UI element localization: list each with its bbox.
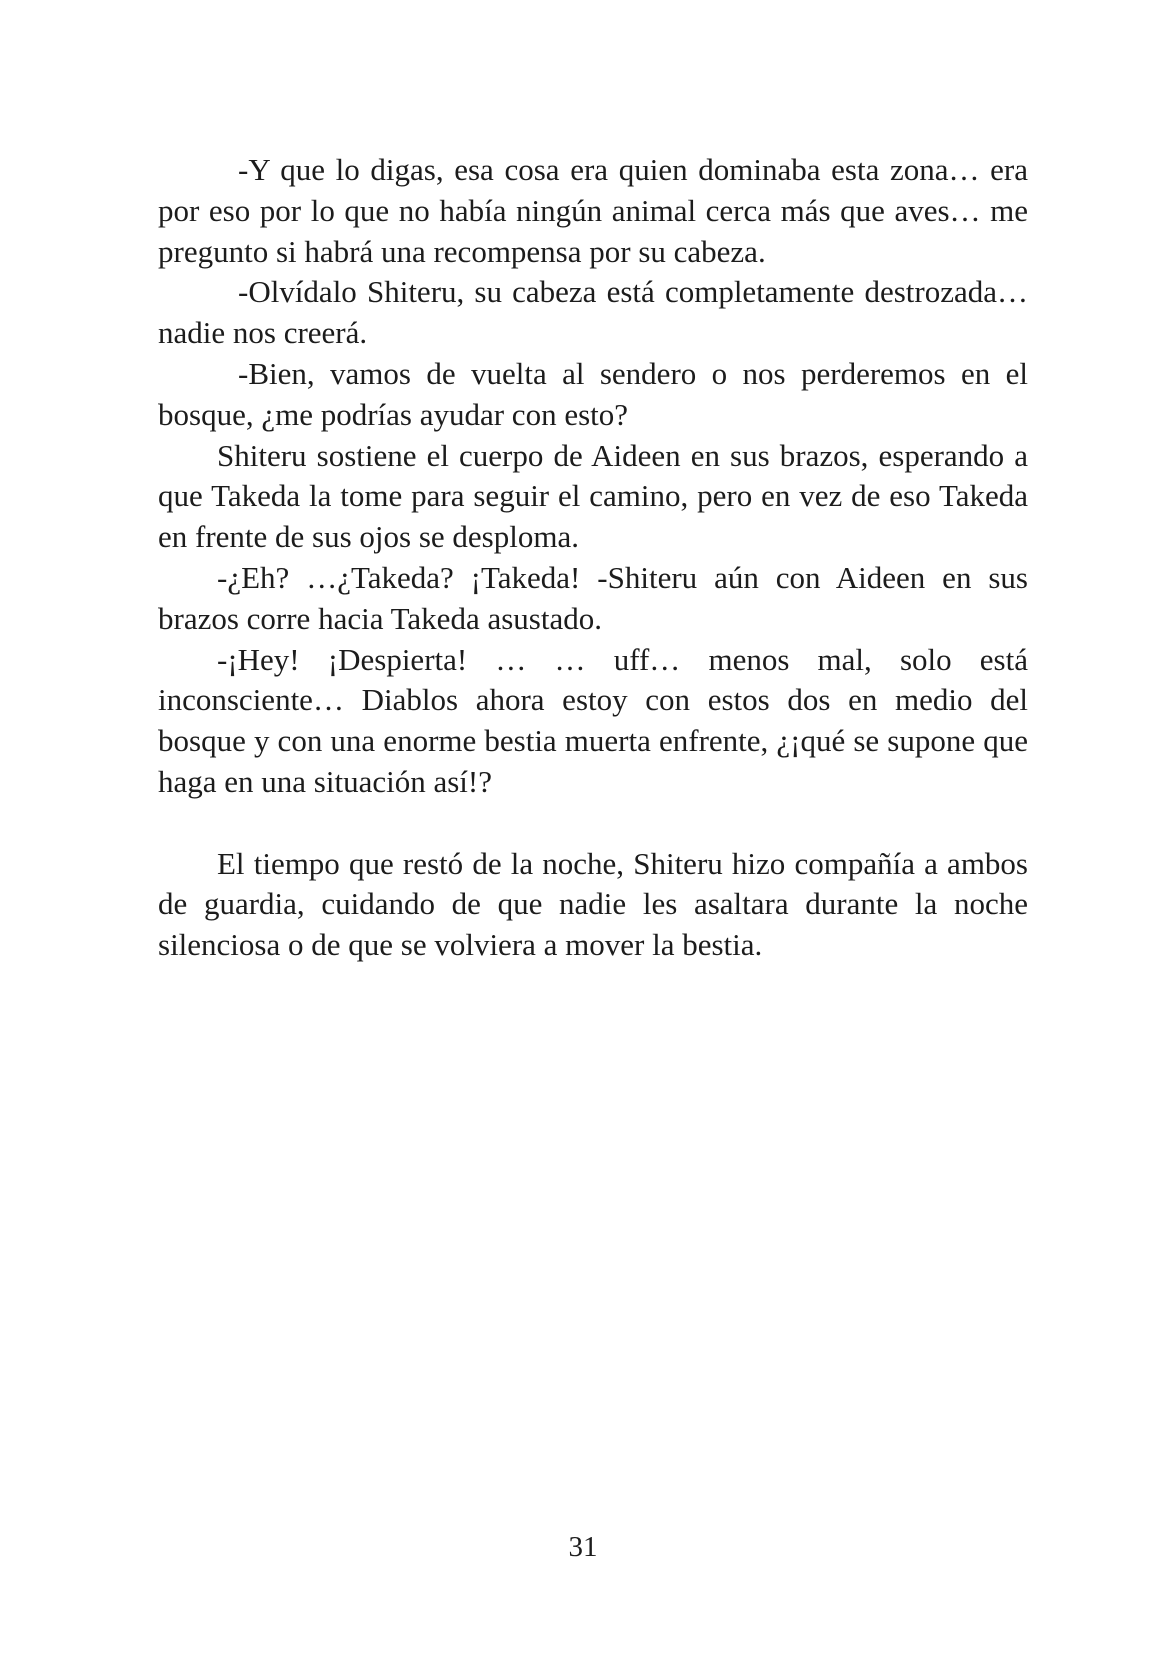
page-number: 31: [568, 1531, 598, 1563]
body-text: [158, 150, 1028, 966]
paragraph-narration-2: El tiempo que restó de la noche, Shiteru hizo compañía a ambos de guardia, cuidando de que nadie les asaltara durante la noche silenciosa o de que se volviera a mover la bestia.: [158, 845, 1028, 963]
paragraph-dialogue-3: -Bien, vamos de vuelta al sendero o nos perderemos en el bosque, ¿me podrías ayudar con esto?: [158, 355, 1028, 432]
paragraph-gap: [158, 803, 1028, 844]
paragraph-dialogue-1: -Y que lo digas, esa cosa era quien dominaba esta zona… era por eso por lo que no había ningún animal cerca más que aves… me pregunto si habrá una recompensa por su cabeza.: [158, 152, 1028, 269]
paragraph-dialogue-2: -Olvídalo Shiteru, su cabeza está completamente destrozada… nadie nos creerá.: [158, 274, 1028, 351]
paragraph-dialogue-5: -¡Hey! ¡Despierta! … … uff… menos mal, solo está inconsciente… Diablos ahora estoy con estos dos en medio del bosque y con una enorme bestia muerta enfrente, ¿¡qué se supone que haga en una situación así!?: [158, 641, 1028, 799]
paragraph-dialogue-4: -¿Eh? …¿Takeda? ¡Takeda! -Shiteru aún con Aideen en sus brazos corre hacia Takeda asustado.: [158, 559, 1028, 636]
paragraph-narration-1: Shiteru sostiene el cuerpo de Aideen en sus brazos, esperando a que Takeda la tome para seguir el camino, pero en vez de eso Takeda en frente de sus ojos se desploma.: [158, 437, 1028, 555]
